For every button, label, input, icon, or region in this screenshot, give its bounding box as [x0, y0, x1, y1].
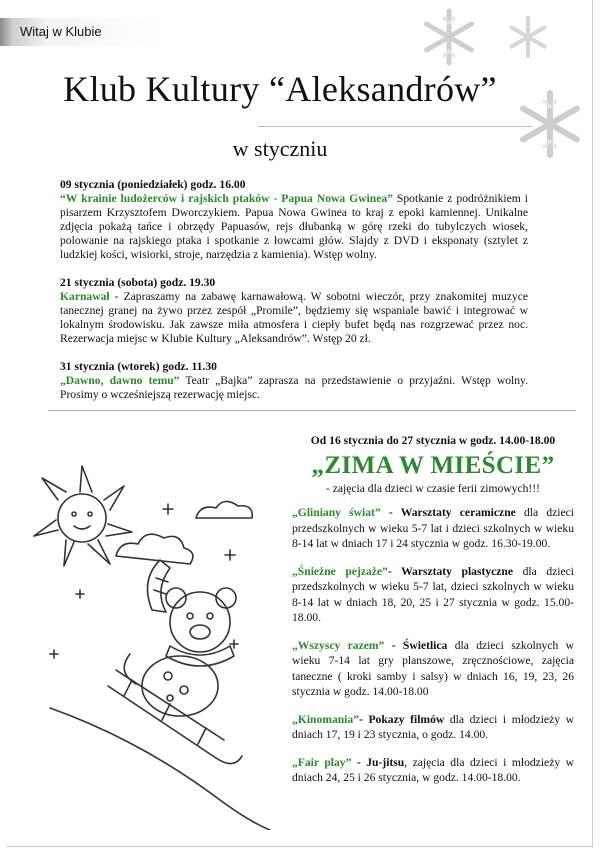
winter-title: „ZIMA W MIEŚCIE”: [311, 451, 555, 479]
page-subtitle: w styczniu: [232, 136, 328, 161]
bear-sled-illustration: [20, 440, 280, 830]
title-rule: [258, 126, 532, 127]
event-item: [60, 360, 528, 402]
winter-note: - zajęcia dla dzieci w czasie ferii zimowych!!!: [325, 481, 541, 495]
event-description: - Zapraszamy na zabawę karnawałową. W sobotni wieczór, przy znakomitej muzyce tanecznej granej na żywo przez zespół „Promile”, będziemy się wspaniale bawić i integrować w lokalnym środowisku. Jak zawsze miła atmosfera i ciepły bufet będą nas rozgrzewać przez noc. Rezerwacja miejsc w Klubie Kultury „Aleksandrów”. Wstęp 20 zł.: [60, 290, 528, 345]
workshop-type: - Świetlica: [384, 638, 448, 652]
workshop-name: „Fair play”: [292, 755, 352, 769]
event-date: 31 stycznia (wtorek) godz. 11.30: [60, 360, 217, 373]
event-title: Karnawał: [60, 290, 110, 303]
workshop-description: dla dzieci szkolnych w wieku 7-14 lat gry planszowe, zręcznościowe, zajęcia taneczne ( kroki samby i salsy) w dniach 16, 19, 23, 26 stycznia w godz. 14.00-18.00: [292, 638, 574, 698]
workshop-description: dla dzieci przedszkolnych w wieku 5-7 lat, dzieci szkolnych w wieku 8-14 lat w dniach 18, 20, 25 i 27 stycznia w godz. 15.00-18.00.: [292, 564, 574, 624]
workshop-type: - Pokazy filmów: [359, 712, 445, 726]
event-item: [60, 178, 528, 262]
workshop-type: - Ju-jitsu: [351, 755, 405, 769]
event-item: [60, 276, 528, 346]
event-description: Spotkanie z podróżnikiem i pisarzem Krzysztofem Dworczykiem. Papua Nowa Gwinea to kraj z epoki kamiennej. Unikalne zdjęcia pokażą tańce i obrzędy Papuasów, rejs dłubanką w górę rzeki do tubylczych wiosek, polowanie na rajskiego ptaka i spotkanie z łowcami głów. Slajdy z DVD i eksponaty (sztylet z ludzkiej kości, wisiorki, stroje, narzędzia z kamienia). Wstęp wolny.: [60, 192, 528, 261]
page-title: Klub Kultury “Aleksandrów”: [63, 69, 497, 109]
snowflake-icon: [505, 14, 551, 60]
workshop-type: - Warsztaty plastyczne: [387, 564, 514, 578]
workshop-name: „Gliniany świat”: [292, 506, 381, 519]
event-date: 21 stycznia (sobota) godz. 19.30: [60, 276, 216, 289]
snowflake-icon: [418, 6, 480, 68]
workshop-name: „Śnieżne pejzaże”: [292, 564, 388, 578]
workshop-item: [292, 564, 574, 626]
workshop-description: dla dzieci przedszkolnych w wieku 5-7 lat i dzieci szkolnych w wieku 8-14 lat w dniach 17 i 24 stycznia w godz. 16.30-19.00.: [292, 506, 575, 550]
workshop-description: dla dzieci i młodzieży w dniach 17, 19 i 23 stycznia, o godz. 14.00.: [292, 712, 574, 741]
event-title: „Dawno, dawno temu”: [60, 374, 180, 387]
workshop-item: [292, 638, 574, 700]
event-description: Teatr „Bajka” zaprasza na przedstawienie o przyjaźni. Wstęp wolny. Prosimy o wcześniejszą rezerwację miejsc.: [60, 374, 528, 401]
winter-section: [292, 433, 574, 798]
workshop-name: „Kinomania”: [292, 712, 359, 726]
event-title: “W krainie ludożerców i rajskich ptaków - Papua Nowa Gwinea”: [60, 192, 393, 205]
workshop-item: [292, 712, 574, 743]
workshop-description: , zajęcia dla dzieci i młodzieży w dniach 24, 25 i 26 stycznia, w godz. 14.00-18.00.: [292, 755, 574, 784]
workshop-type: - Warsztaty ceramiczne: [380, 506, 516, 519]
winter-dates: Od 16 stycznia do 27 stycznia w godz. 14.00-18.00: [310, 434, 556, 447]
event-date: 09 stycznia (poniedziałek) godz. 16.00: [60, 178, 246, 191]
events-list: [60, 178, 528, 416]
section-divider: [48, 410, 576, 411]
workshop-item: [292, 755, 574, 786]
workshop-item: [292, 505, 574, 552]
header-label: Witaj w Klubie: [20, 24, 102, 39]
workshop-name: „Wszyscy razem”: [292, 638, 385, 652]
